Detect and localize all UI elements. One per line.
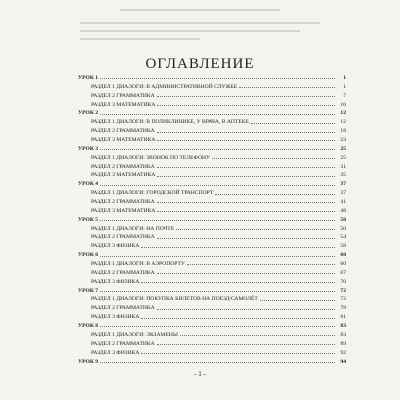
dot-leader [157, 104, 335, 106]
dot-leader [100, 77, 335, 79]
dot-leader [157, 131, 335, 133]
dot-leader [176, 228, 335, 230]
toc-page-number: 25 [340, 145, 346, 152]
toc-page-number: 37 [340, 190, 346, 197]
dot-leader [157, 308, 335, 310]
dot-leader [260, 299, 335, 301]
toc-section-row [78, 295, 346, 304]
dot-leader [157, 343, 335, 345]
toc-entry-label: УРОК 2 [78, 110, 99, 117]
toc-section-row [78, 163, 346, 172]
toc-entry-label: РАЗДЕЛ 1 ДИАЛОГИ: ЗВОНОК ПО ТЕЛЕФОНУ [91, 154, 211, 161]
toc-page-number: 72 [340, 296, 346, 303]
dot-leader [157, 95, 335, 97]
toc-unit-row [78, 145, 346, 154]
dot-leader [157, 272, 335, 274]
toc-page-number: 50 [340, 216, 346, 223]
toc-entry-label: РАЗДЕЛ 1 ДИАЛОГИ: В АЭРОПОРТУ [91, 261, 185, 268]
toc-entry-label: РАЗДЕЛ 3 МАТЕМАТИКА [91, 172, 156, 179]
dot-leader [100, 148, 335, 150]
toc-unit-row [78, 322, 346, 331]
dot-leader [100, 255, 335, 257]
toc-entry-label: УРОК 5 [78, 216, 99, 223]
toc-section-row [78, 331, 346, 340]
toc-entry-label: РАЗДЕЛ 2 ГРАММАТИКА [91, 340, 155, 347]
toc-unit-row [78, 287, 346, 296]
dot-leader [141, 352, 335, 354]
toc-entry-label: УРОК 7 [78, 287, 99, 294]
dot-leader [141, 281, 335, 283]
toc-page-number: 12 [340, 110, 346, 117]
toc-page-number: 23 [340, 137, 346, 144]
toc-section-row [78, 260, 346, 269]
dot-leader [157, 201, 335, 203]
toc-entry-label: РАЗДЕЛ 3 МАТЕМАТИКА [91, 207, 156, 214]
toc-section-row [78, 118, 346, 127]
toc-entry-label: РАЗДЕЛ 1 ДИАЛОГИ: ГОРОДСКОЙ ТРАНСПОРТ [91, 190, 214, 197]
toc-page-number: 1 [343, 83, 346, 90]
dot-leader [215, 193, 335, 195]
toc-entry-label: РАЗДЕЛ 3 ФИЗИКА [91, 243, 140, 250]
dot-leader [100, 113, 335, 115]
toc-entry-label: РАЗДЕЛ 2 ГРАММАТИКА [91, 199, 155, 206]
toc-page-number: 81 [340, 314, 346, 321]
toc-entry-label: УРОК 6 [78, 252, 99, 259]
dot-leader [157, 175, 335, 177]
toc-entry-label: УРОК 4 [78, 181, 99, 188]
toc-page-number: 60 [340, 252, 346, 259]
toc-section-row [78, 171, 346, 180]
toc-unit-row [78, 216, 346, 225]
toc-section-row [78, 127, 346, 136]
dot-leader [157, 166, 335, 168]
toc-page-number: 37 [340, 181, 346, 188]
toc-page-number: 31 [340, 163, 346, 170]
toc-page-number: 83 [340, 323, 346, 330]
toc-page-number: 92 [340, 349, 346, 356]
toc-entry-label: РАЗДЕЛ 1 ДИАЛОГИ: В АДМИНИСТРАТИВНОЙ СЛУЖБЕ [91, 83, 238, 90]
dot-leader [239, 86, 335, 88]
toc-page-number: 48 [340, 207, 346, 214]
page-title: ОГЛАВЛЕНИЕ [145, 56, 255, 73]
toc-section-row [78, 278, 346, 287]
toc-entry-label: РАЗДЕЛ 3 МАТЕМАТИКА [91, 101, 156, 108]
toc-page-number: 89 [340, 340, 346, 347]
toc-entry-label: РАЗДЕЛ 2 ГРАММАТИКА [91, 305, 155, 312]
toc-page-number: 41 [340, 199, 346, 206]
toc-section-row [78, 349, 346, 358]
toc-entry-label: РАЗДЕЛ 3 ФИЗИКА [91, 349, 140, 356]
toc-entry-label: УРОК 1 [78, 75, 99, 81]
toc-page-number: 10 [340, 101, 346, 108]
toc-page-number: 50 [340, 225, 346, 232]
dot-leader [100, 219, 335, 221]
dot-leader [157, 210, 335, 212]
page-number: - 1 - [194, 370, 206, 378]
toc-section-row [78, 198, 346, 207]
table-of-contents [78, 74, 346, 366]
dot-leader [100, 290, 335, 292]
toc-page-number: 78 [340, 305, 346, 312]
toc-unit-row [78, 74, 346, 83]
toc-page-number: 72 [340, 287, 346, 294]
toc-page-number: 83 [340, 331, 346, 338]
toc-section-row [78, 207, 346, 216]
dot-leader [157, 139, 335, 141]
dot-leader [187, 263, 335, 265]
toc-page-number: 58 [340, 243, 346, 250]
dot-leader [141, 246, 335, 248]
show-through-text [0, 0, 400, 62]
toc-entry-label: РАЗДЕЛ 3 МАТЕМАТИКА [91, 137, 156, 144]
toc-page-number: 7 [343, 92, 346, 99]
toc-entry-label: УРОК 3 [78, 145, 99, 152]
toc-section-row [78, 313, 346, 322]
toc-section-row [78, 242, 346, 251]
toc-page-number: 12 [340, 119, 346, 126]
toc-section-row [78, 340, 346, 349]
toc-page-number: 94 [340, 358, 346, 365]
toc-section-row [78, 136, 346, 145]
toc-section-row [78, 83, 346, 92]
toc-entry-label: РАЗДЕЛ 2 ГРАММАТИКА [91, 92, 155, 99]
toc-page-number: 18 [340, 128, 346, 135]
toc-section-row [78, 225, 346, 234]
toc-entry-label: РАЗДЕЛ 3 ФИЗИКА [91, 278, 140, 285]
dot-leader [100, 325, 335, 327]
toc-page-number: 67 [340, 269, 346, 276]
toc-entry-label: УРОК 9 [78, 358, 99, 365]
toc-section-row [78, 92, 346, 101]
toc-section-row [78, 269, 346, 278]
toc-entry-label: РАЗДЕЛ 2 ГРАММАТИКА [91, 269, 155, 276]
toc-entry-label: РАЗДЕЛ 3 ФИЗИКА [91, 314, 140, 321]
toc-entry-label: РАЗДЕЛ 2 ГРАММАТИКА [91, 163, 155, 170]
toc-unit-row [78, 358, 346, 367]
toc-page-number: 25 [340, 154, 346, 161]
toc-entry-label: РАЗДЕЛ 1 ДИАЛОГИ: В ПОЛИКЛИНИКЕ, У ВРАЧА, В АПТЕКЕ [91, 119, 249, 126]
toc-section-row [78, 154, 346, 163]
toc-page-number: 60 [340, 261, 346, 268]
toc-page-number: 1 [343, 75, 346, 81]
dot-leader [180, 334, 335, 336]
toc-entry-label: РАЗДЕЛ 1 ДИАЛОГИ: ЭКЗАМЕНЫ [91, 331, 178, 338]
toc-entry-label: РАЗДЕЛ 2 ГРАММАТИКА [91, 128, 155, 135]
dot-leader [100, 361, 335, 363]
toc-section-row [78, 101, 346, 110]
toc-entry-label: РАЗДЕЛ 1 ДИАЛОГИ: ПОКУПКА БИЛЕТОВ НА ПОЕЗД/САМОЛЁТ [91, 296, 258, 303]
toc-page-number: 54 [340, 234, 346, 241]
dot-leader [251, 122, 335, 124]
toc-page-number: 35 [340, 172, 346, 179]
toc-section-row [78, 189, 346, 198]
dot-leader [157, 237, 335, 239]
toc-entry-label: РАЗДЕЛ 2 ГРАММАТИКА [91, 234, 155, 241]
toc-unit-row [78, 180, 346, 189]
toc-section-row [78, 233, 346, 242]
toc-section-row [78, 304, 346, 313]
toc-entry-label: УРОК 8 [78, 323, 99, 330]
toc-page-number: 70 [340, 278, 346, 285]
toc-entry-label: РАЗДЕЛ 1 ДИАЛОГИ: НА ПОЧТЕ [91, 225, 175, 232]
dot-leader [100, 184, 335, 186]
toc-unit-row [78, 109, 346, 118]
dot-leader [141, 317, 335, 319]
dot-leader [212, 157, 335, 159]
toc-unit-row [78, 251, 346, 260]
